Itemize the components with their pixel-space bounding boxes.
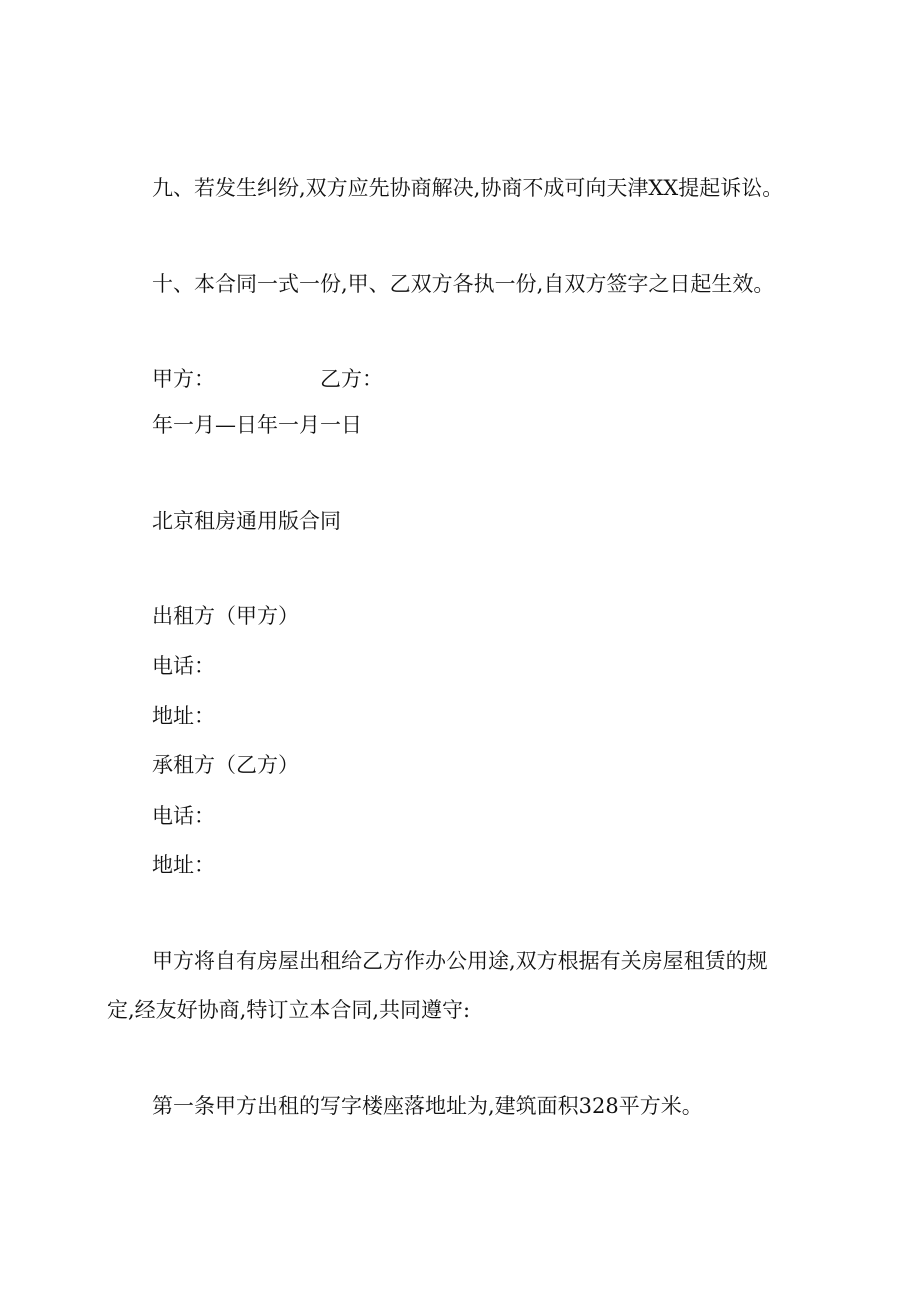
lessee-address-label: 地址： <box>152 853 215 877</box>
party-b-signature-label: 乙方： <box>320 367 383 391</box>
lessee-label: 承租方（乙方） <box>152 753 299 777</box>
article-one: 第一条甲方出租的写字楼座落地址为,建筑面积328平方米。 <box>152 1094 703 1118</box>
lessor-phone-label: 电话： <box>152 654 215 678</box>
intro-paragraph-line-1: 甲方将自有房屋出租给乙方作办公用途,双方根据有关房屋租赁的规 <box>152 949 768 973</box>
contract-title: 北京租房通用版合同 <box>152 509 341 533</box>
lessee-phone-label: 电话： <box>152 804 215 828</box>
signature-date-line: 年一月—日年一月一日 <box>152 413 362 437</box>
lessor-label: 出租方（甲方） <box>152 604 299 628</box>
clause-nine: 九、若发生纠纷,双方应先协商解决,协商不成可向天津XX提起诉讼。 <box>152 176 784 200</box>
clause-ten: 十、本合同一式一份,甲、乙双方各执一份,自双方签字之日起生效。 <box>152 272 775 296</box>
lessor-address-label: 地址： <box>152 704 215 728</box>
party-a-signature-label: 甲方： <box>152 367 215 391</box>
intro-paragraph-line-2: 定,经友好协商,特订立本合同,共同遵守: <box>107 998 471 1022</box>
